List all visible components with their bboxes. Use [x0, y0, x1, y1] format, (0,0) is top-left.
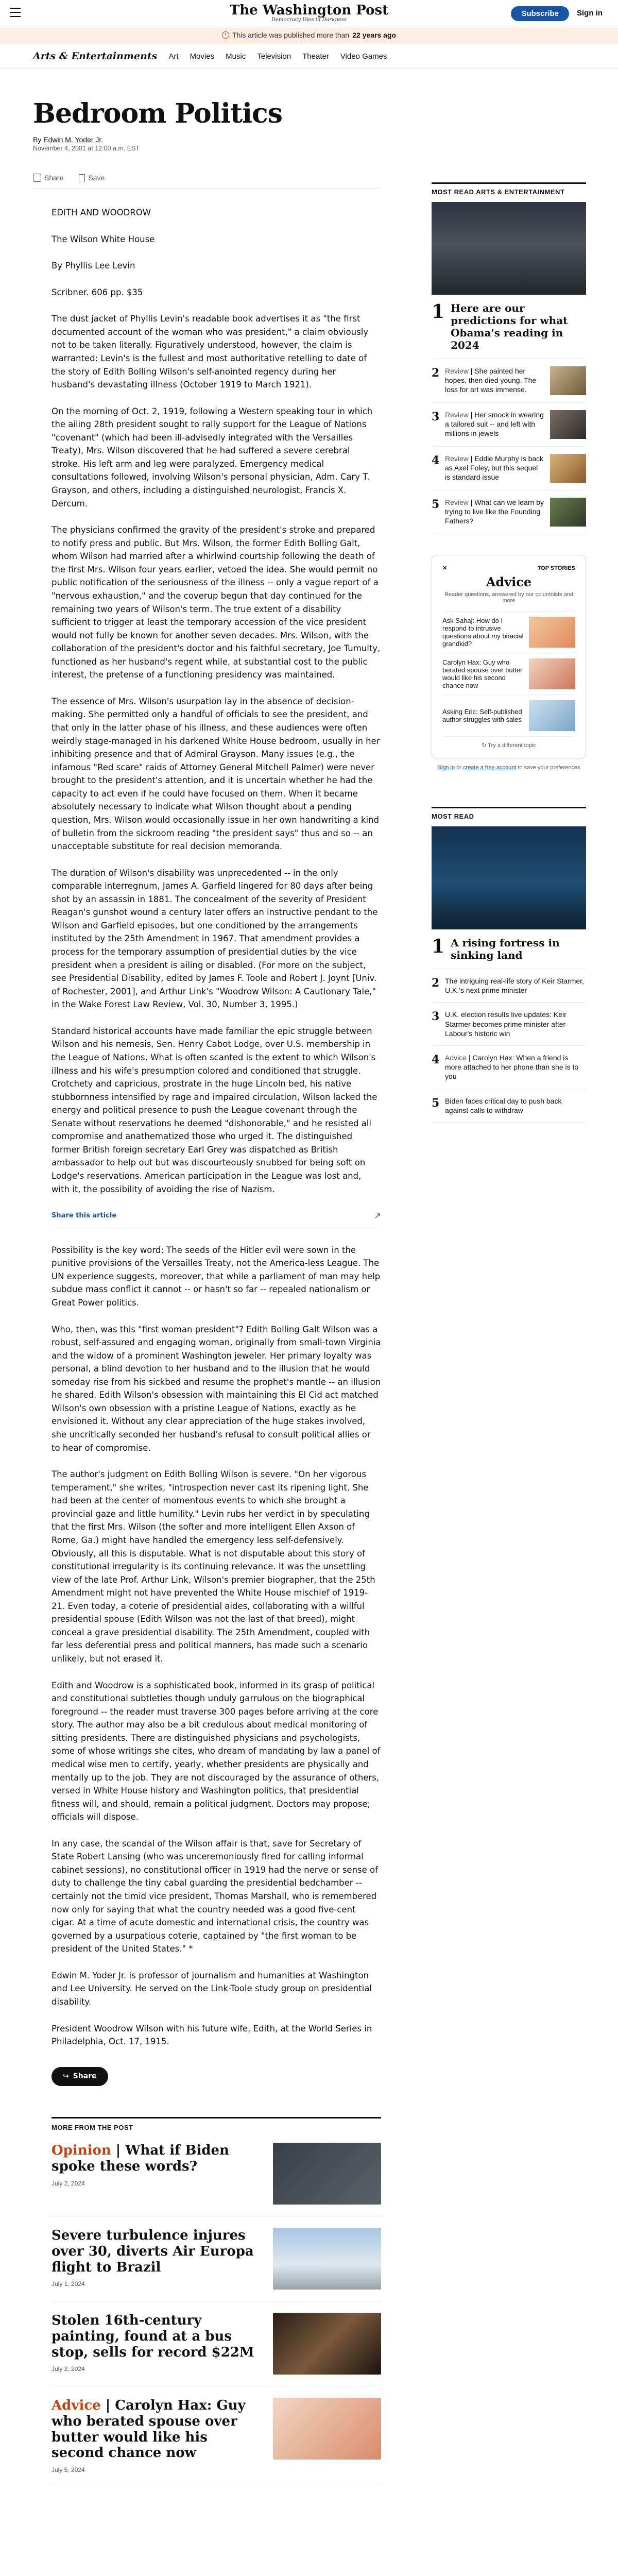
section-title[interactable]: Arts & Entertainments: [33, 50, 158, 62]
label-divider: |: [100, 2398, 115, 2414]
paragraph: Edith and Woodrow is a sophisticated book, informed in its grasp of political and constitutional subtleties though unduly garrulous on the biographical foreground -- the reader must traverse 300 pages before arriving at the core story. The author may also be a bit credulous about medical monitoring of sitting presidents. There are distinguished physicians and psychologists, some of whose writings she cites, who dream of mandating by law a panel of medical wise men to certify, yearly, whether presidents are physically and mentally up to the job. They are not discouraged by the assurance of others, versed in White House history and Washington politics, that presidential fitness will, and should, remain a political judgment. Doctors may propose; officials will dispose.: [52, 1680, 381, 1822]
paragraph: The author's judgment on Edith Bolling Wilson is severe. "On her vigorous temperament," she writes, "introspection never cast its ripening light. She had been at the center of momentous events to which she brought a provincial gaze and little humility." Levin rubs her verdict in by speculating that the first Mrs. Wilson (the softer and more intelligent Ellen Axson of Rome, Ga.) might have handled the emergency less self-defensively. Obviously, all this is disputable. What is not disputable about this story of constitutional irregularity is its continuing relevance. It was the unsettling view of the late Prof. Arthur Link, Wilson's premier biographer, that the 25th Amendment might not have prevented the White House mischief of 1919-21. Even today, a coterie of presidential aides, collaborating with a willful presidential spouse (Edith Wilson was not the last of that breed), might conceal a grave presidential disability. The 25th Amendment, coupled with far less deferential press and political manners, has made such a scenario unlikely, but not erased it.: [52, 1469, 375, 1664]
item-thumbnail[interactable]: [550, 454, 586, 483]
rank-number: 4: [432, 454, 440, 467]
advice-subtitle: Reader questions, answered by our columnists and more: [444, 591, 574, 604]
most-read-title[interactable]: Here are our predictions for what Obama's reading in 2024: [451, 302, 568, 351]
advice-or-text: or: [456, 765, 461, 771]
item-title: She painted her hopes, then died young. The loss for art was immense.: [445, 367, 537, 394]
share-this-link[interactable]: Share this article: [52, 1211, 117, 1219]
item-label: Review: [445, 411, 469, 419]
paragraph: Standard historical accounts have made familiar the epic struggle between Wilson and his nemesis, Sen. Henry Cabot Lodge, over U.S. membership in the League of Nations. What is often scanted is the extent to which Wilson's illness and his wife's presumption colored and conditioned that struggle. Crotchety and capricious, prostrate in the huge Lincoln bed, his native stubbornness intensified by rage and impaired circulation, Wilson lacked the energy and political presence to push the League covenant through the Senate without reservations he deemed "dishonorable," and he resisted all compromise and anathematized those who urged it. The distinguished former British foreign secretary Earl Grey was dispatched as British ambassador to help out but was discourteously snubbed for being soft on Lodge's reservations. American participation in the League was lost and, with it, the possibility of avoiding the rise of Nazism.: [52, 1026, 377, 1194]
paragraph: The dust jacket of Phyllis Levin's readable book advertises it as "the first documented account of the woman who was president," a claim obviously not to be taken literally. Figuratively understood, however, the claim is warranted: Levin's is the fullest and most authoritative retelling to date of the story of Edith Bolling Wilson's self-anointed regency during her husband's devastating illness (October 1919 to March 1921).: [52, 314, 369, 390]
rank-number: 2: [432, 366, 440, 380]
advice-thumbnail[interactable]: [529, 700, 575, 731]
item-title[interactable]: Biden faces critical day to push back against calls to withdraw: [445, 1096, 562, 1114]
most-read-arts-header: MOST READ ARTS & ENTERTAINMENT: [432, 182, 586, 196]
nav-item-video-games[interactable]: Video Games: [340, 52, 387, 61]
paragraph: The Wilson White House: [52, 234, 155, 244]
more-item-image[interactable]: [273, 2398, 381, 2460]
paragraph: Edwin M. Yoder Jr. is professor of journalism and humanities at Washington and Lee University. He served on the Link-Toole study group on presidential disability.: [52, 1970, 372, 2007]
paragraph: EDITH AND WOODROW: [52, 208, 151, 217]
label-divider: |: [468, 411, 475, 419]
label-divider: |: [467, 1053, 473, 1062]
more-item[interactable]: [52, 2386, 381, 2485]
label-divider: |: [111, 2143, 126, 2159]
item-title[interactable]: U.K. election results live updates: Keir Starmer becomes prime minister after Labour's historic win: [445, 1010, 566, 1038]
paragraph: On the morning of Oct. 2, 1919, following a Western speaking tour in which the ailing 28th president sought to rally support for the League of Nations "covenant" (which had been ill-advisedly integrated with the Versailles Treaty), Mrs. Wilson discovered that he had suffered a severe cerebral stroke. His left arm and leg were paralyzed. Emergency medical consultations followed, involving Wilson's personal physician, Adm. Cary T. Grayson, and others, including a distinguished neurologist, Francis X. Dercum.: [52, 406, 373, 509]
most-read-text[interactable]: [445, 454, 544, 482]
most-read-item[interactable]: [432, 1003, 586, 1046]
rank-number: 3: [432, 410, 440, 423]
item-title[interactable]: The intriguing real-life story of Keir Starmer, U.K.'s next prime minister: [445, 977, 584, 995]
more-item-headline: Carolyn Hax: Guy who berated spouse over butter would like his second chance now: [52, 2398, 246, 2461]
logo-tagline: Democracy Dies in Darkness: [271, 16, 347, 23]
share-action[interactable]: [33, 174, 63, 182]
most-read-item[interactable]: [432, 403, 586, 447]
nav-item-art[interactable]: Art: [168, 52, 179, 61]
paragraph: In any case, the scandal of the Wilson affair is that, save for Secretary of State Robert Lansing (who was unceremoniously fired for calling informal cabinet sessions), no constitutional officer in 1919 had the nerve or sense of duty to challenge the tiny cabal guarding the presidential bedchamber -- certainly not the timid vice president, Thomas Marshall, who is remembered now only for saying that what the country needed was a good five-cent cigar. At a time of acute domestic and international crisis, the country was governed by a usurpatious coterie, captained by "the first woman to be president of the United States." *: [52, 1838, 378, 1954]
sidebar: [432, 182, 586, 1123]
most-read-item[interactable]: [432, 447, 586, 490]
more-item-date: July 5, 2024: [52, 2466, 85, 2473]
share-arrow-icon[interactable]: ↗: [374, 1211, 381, 1221]
subscribe-button[interactable]: Subscribe: [511, 6, 569, 21]
more-item-image[interactable]: [273, 2228, 381, 2290]
more-item-title[interactable]: Stolen 16th-century painting, found at a bus stop, sells for record $22M: [52, 2313, 254, 2360]
rank-number: 5: [432, 498, 440, 511]
most-read-text[interactable]: [445, 366, 544, 395]
item-title: Her smock in wearing a tailored suit -- and left with millions in jewels: [445, 411, 544, 438]
advice-question-text[interactable]: Asking Eric: Self-published author struggles with sales: [442, 708, 522, 723]
share-icon: ↪: [63, 2072, 69, 2080]
item-title: Eddie Murphy is back as Axel Foley, but this sequel is standard issue: [445, 454, 544, 482]
rank-number: 1: [432, 301, 445, 323]
notice-age: 22 years ago: [352, 31, 397, 39]
most-read-text[interactable]: [445, 410, 544, 438]
paragraph: President Woodrow Wilson with his future wife, Edith, at the World Series in Philadelphia, Oct. 17, 1915.: [52, 2023, 372, 2047]
create-account-link[interactable]: create a free account: [463, 765, 517, 771]
more-item-date: July 1, 2024: [52, 2280, 85, 2288]
advice-thumbnail[interactable]: [529, 617, 575, 648]
most-read-item[interactable]: [432, 359, 586, 403]
paragraph: Possibility is the key word: The seeds of the Hitler evil were sown in the punitive provisions of the Versailles Treaty, not the America-less League. The UN experience suggests, moreover, that while a parliament of man may help subdue mass conflict it cannot -- or hasn't so far -- repealed nationalism or Great Power politics.: [52, 1245, 381, 1308]
rank-number: 3: [432, 1010, 440, 1024]
top-stories-badge: TOP STORIES: [537, 565, 575, 571]
item-title: What can we learn by trying to live like the Founding Fathers?: [445, 498, 544, 526]
paragraph: The essence of Mrs. Wilson's usurpation lay in the absence of decision-making. She permitted only a handful of officials to see the president, and that only in the latter phase of his illness, and these audiences were often weirdly stage-managed in his darkened White House bedroom, usually in her inhibiting presence and that of Admiral Grayson. Many issues (e.g., the infamous "Red scare" raids of Attorney General Mitchell Palmer) were never brought to the president's attention, and it is uncertain whether he had the capacity to act even if he could have focused on them. When it became absolutely necessary to indicate what Wilson thought about a pending question, Mrs. Wilson would occasionally issue in her own handwriting a kind of bulletin from the sickroom reading "the president says" thus and so -- an unacceptable substitute for real decision memoranda.: [52, 696, 380, 852]
most-read-title[interactable]: A rising fortress in sinking land: [451, 937, 560, 961]
more-item[interactable]: [52, 2216, 381, 2301]
most-read-item[interactable]: [432, 969, 586, 1003]
paragraph: Scribner. 606 pp. $35: [52, 287, 143, 297]
most-read-lead-image[interactable]: [432, 826, 586, 929]
advice-thumbnail[interactable]: [529, 658, 575, 689]
advice-save-text: to save your preferences: [518, 765, 580, 771]
more-item-image[interactable]: [273, 2313, 381, 2375]
section-nav: [0, 44, 618, 69]
item-thumbnail[interactable]: [550, 410, 586, 439]
more-item[interactable]: [52, 2131, 381, 2216]
item-label: Advice: [445, 1053, 467, 1062]
most-read-section: [432, 807, 586, 1123]
archive-notice: [0, 26, 618, 44]
site-logo[interactable]: [230, 4, 388, 23]
advice-question-text[interactable]: Carolyn Hax: Guy who berated spouse over butter would like his second chance now: [442, 658, 523, 689]
paragraph: Who, then, was this "first woman president"? Edith Bolling Galt Wilson was a robust, self-assured and engaging woman, originally from small-town Virginia and the widow of a prominent Washington jeweler. Her primary loyalty was personal, a blind devotion to her husband and to the illusion that he would someday rise from his sickbed and resume the prophet's mantle -- an illusion he shared. Edith Wilson's obsession with maintaining this El Cid act matched Wilson's own obsession with a pristine League of Nations, exactly as he envisioned it. Without any clear appreciation of the huge stakes involved, she uncritically seconded her husband's refusal to consult political allies or to hear of compromise.: [52, 1324, 381, 1453]
advice-question[interactable]: [442, 694, 575, 736]
clock-icon: [222, 31, 229, 39]
paragraph: By Phyllis Lee Levin: [52, 261, 135, 271]
most-read-lead[interactable]: [432, 929, 586, 969]
paragraph: The duration of Wilson's disability was unprecedented -- in the only comparable interregnum, James A. Garfield lingered for 80 days after being shot by an assassin in 1881. The concealment of the severity of President Reagan's gunshot wound a century later offers an instructive pendant to the Wilson and Garfield episodes, but one conditioned by the arrangements instituted by the 25th Amendment in 1967. That amendment provides a process for the temporary assumption of presidential duties by the vice president when a president is ailing or disabled. (For more on the subject, see Presidential Disability, edited by James F. Toole and Robert J. Joynt [Univ. of Rochester, 2001], and Arthur Link's "Woodrow Wilson: A Cautionary Tale," in the Wake Forest Law Review, Vol. 30, Number 3, 1995.): [52, 868, 378, 1010]
byline-prefix: By: [33, 135, 42, 144]
most-read-header: MOST READ: [432, 807, 586, 820]
more-item-title[interactable]: Severe turbulence injures over 30, diverts Air Europa flight to Brazil: [52, 2228, 254, 2275]
more-item-label: Advice: [52, 2398, 101, 2414]
top-bar: [0, 0, 618, 26]
advice-card: [432, 555, 586, 758]
publish-date: November 4, 2001 at 12:00 a.m. EST: [33, 145, 140, 152]
rank-number: 5: [432, 1096, 440, 1110]
most-read-item[interactable]: [432, 490, 586, 534]
sign-in-link[interactable]: Sign in: [577, 9, 603, 18]
rank-number: 2: [432, 976, 440, 990]
paragraph: The physicians confirmed the gravity of the president's stroke and prepared to notify press and public. But Mrs. Wilson, the former Edith Bolling Galt, whom Wilson had married after a whirlwind courtship following the death of the first Mrs. Wilson four years earlier, vetoed the idea. She would permit no public notification of the seriousness of the illness -- only a vague report of a "nervous exhaustion," and the coverup begun that day continued for the remaining two years of Wilson's term. The true extent of a disability sufficient to trigger at least the temporary accession of the vice president would not fully be known for another seven decades. Mrs. Wilson, with the collaboration of the president's doctor and his faithful secretary, Joe Tumulty, functioned as her husband's regent while, at substantial cost to the public interest, the pretense of a functioning presidency was maintained.: [52, 525, 381, 680]
nav-item-television[interactable]: Television: [257, 52, 291, 61]
share-this-bar: [52, 1209, 381, 1228]
item-title: Carolyn Hax: When a friend is more attached to her phone than she is to you: [445, 1053, 579, 1081]
item-label: Review: [445, 454, 469, 463]
article-actions: [33, 167, 381, 189]
most-read-lead[interactable]: [432, 295, 586, 359]
most-read-text[interactable]: [445, 498, 544, 526]
more-item-headline: What if Biden spoke these words?: [52, 2143, 229, 2174]
lead-story-image[interactable]: [432, 202, 586, 295]
nav-item-movies[interactable]: Movies: [190, 52, 215, 61]
more-item-title[interactable]: [52, 2143, 258, 2174]
article-body: [52, 206, 381, 2107]
label-divider: |: [468, 454, 475, 463]
try-different-topic[interactable]: [442, 736, 575, 749]
article-headline: Bedroom Politics: [33, 98, 282, 129]
most-read-item[interactable]: [432, 1046, 586, 1089]
byline: [33, 135, 381, 144]
item-thumbnail[interactable]: [550, 498, 586, 527]
label-divider: |: [468, 498, 475, 506]
bookmark-icon: [79, 174, 85, 182]
save-action[interactable]: [79, 174, 105, 182]
nav-item-theater[interactable]: Theater: [302, 52, 329, 61]
notice-text: This article was published more than: [232, 31, 350, 39]
article-main: [33, 69, 381, 2485]
advice-card-top: [442, 565, 575, 571]
advice-question[interactable]: [442, 653, 575, 694]
more-item-image[interactable]: [273, 2143, 381, 2205]
label-divider: |: [468, 367, 475, 375]
share-button[interactable]: [52, 2067, 108, 2087]
most-read-text[interactable]: [445, 1053, 586, 1081]
author-link[interactable]: Edwin M. Yoder Jr.: [43, 135, 104, 144]
more-item-date: July 2, 2024: [52, 2365, 85, 2373]
more-item-date: July 2, 2024: [52, 2179, 85, 2187]
most-read-item[interactable]: [432, 1089, 586, 1123]
item-label: Review: [445, 498, 469, 506]
share-label: Share: [44, 174, 64, 182]
share-button-label: Share: [73, 2072, 97, 2080]
share-icon: [33, 174, 41, 182]
advice-title: Advice: [486, 574, 532, 589]
menu-icon[interactable]: [10, 8, 21, 17]
try-different-label: Try a different topic: [488, 742, 536, 749]
more-item-title[interactable]: [52, 2398, 258, 2461]
advice-question-text[interactable]: Ask Sahaj: How do I respond to intrusive questions about my biracial grandkid?: [442, 617, 524, 648]
advice-question[interactable]: [442, 611, 575, 653]
close-icon[interactable]: ✕: [442, 565, 448, 571]
more-item-label: Opinion: [52, 2143, 111, 2159]
rank-number: 1: [432, 936, 445, 957]
nav-item-music[interactable]: Music: [226, 52, 246, 61]
save-label: Save: [88, 174, 105, 182]
more-from-post-header: MORE FROM THE POST: [52, 2117, 381, 2131]
logo-name[interactable]: The Washington Post: [229, 2, 389, 18]
refresh-icon: ↻: [482, 742, 487, 749]
rank-number: 4: [432, 1053, 440, 1066]
item-thumbnail[interactable]: [550, 366, 586, 395]
advice-signin-link[interactable]: Sign in: [437, 765, 455, 771]
more-item[interactable]: [52, 2301, 381, 2386]
advice-signin-prompt: [432, 765, 586, 771]
item-label: Review: [445, 367, 469, 375]
